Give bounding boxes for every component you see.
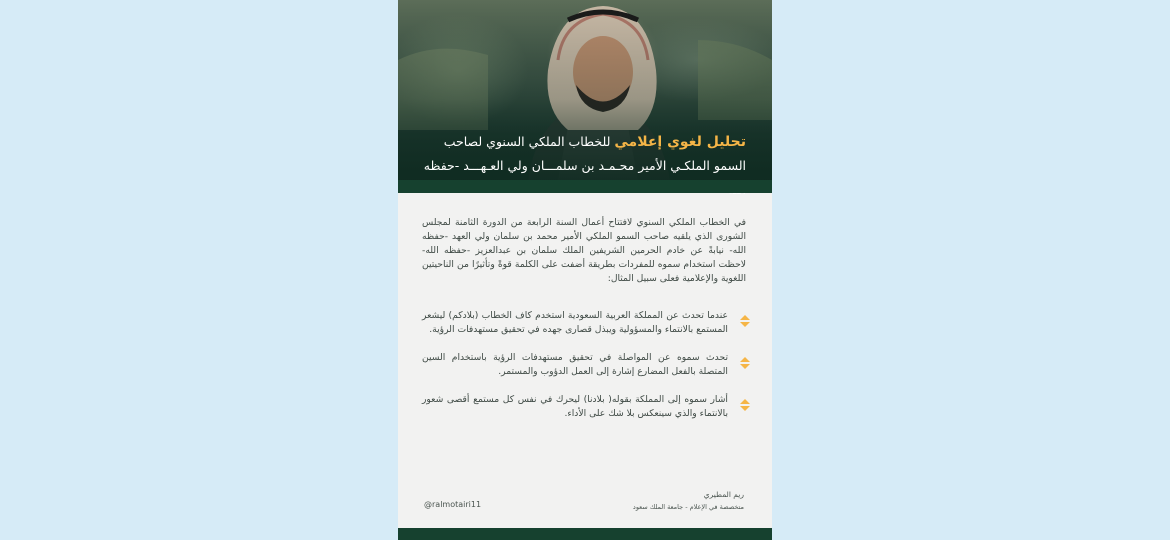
bullet-text: عندما تحدث عن المملكة العربية السعودية استخدم كاف الخطاب (بلادكم) ليشعر المستمع بالانتماء والمسؤولية ويبذل قصارى جهده في تحقيق مستهدفات الرؤية. xyxy=(422,310,728,335)
bullet-list xyxy=(422,309,752,435)
header-band xyxy=(398,180,772,193)
author-name: ريم المطيري xyxy=(703,490,744,499)
double-chevron-icon xyxy=(738,398,752,412)
author-role: متخصصة في الإعلام - جامعة الملك سعود xyxy=(632,503,744,511)
double-chevron-icon xyxy=(738,314,752,328)
hero-title-rest: للخطاب الملكي السنوي لصاحب السمو الملكـي الأمير محـمـد بن سلمـــان ولي العـهـــد -حفظه xyxy=(423,134,746,173)
bullet-text: تحدث سموه عن المواصلة في تحقيق مستهدفات الرؤية باستخدام السين المتصلة بالفعل المضارع إشارة إلى العمل الدؤوب والمستمر. xyxy=(422,352,728,377)
bullet-text: أشار سموه إلى المملكة بقوله( بلادنا) ليحرك في نفس كل مستمع أقصى شعور بالانتماء والذي سينعكس بلا شك على الأداء. xyxy=(422,394,728,419)
list-item xyxy=(422,393,752,421)
list-item xyxy=(422,309,752,337)
double-chevron-icon xyxy=(738,356,752,370)
twitter-handle[interactable]: @ralmotairi11 xyxy=(424,500,482,509)
hero-title-accent: تحليل لغوي إعلامي xyxy=(614,134,746,150)
intro-paragraph: في الخطاب الملكي السنوي لافتتاح أعمال السنة الرابعة من الدورة الثامنة لمجلس الشورى الذي يلقيه صاحب السمو الملكي الأمير محمد بن سلمان ولي العهد -حفظه الله- نيابةً عن خادم الحرمين الشريفين الملك سلمان بن عبدالعزيز -حفظه الله- لاحظت استخدام سموه للمفردات بطريقة أضفت على الكلمة قوةً وتأثيرًا من الناحيتين اللغوية والإعلامية فعلى سبيل المثال: xyxy=(422,217,746,284)
article-card xyxy=(398,0,772,540)
footer-band xyxy=(398,528,772,540)
hero-image xyxy=(398,0,772,180)
list-item xyxy=(422,351,752,379)
